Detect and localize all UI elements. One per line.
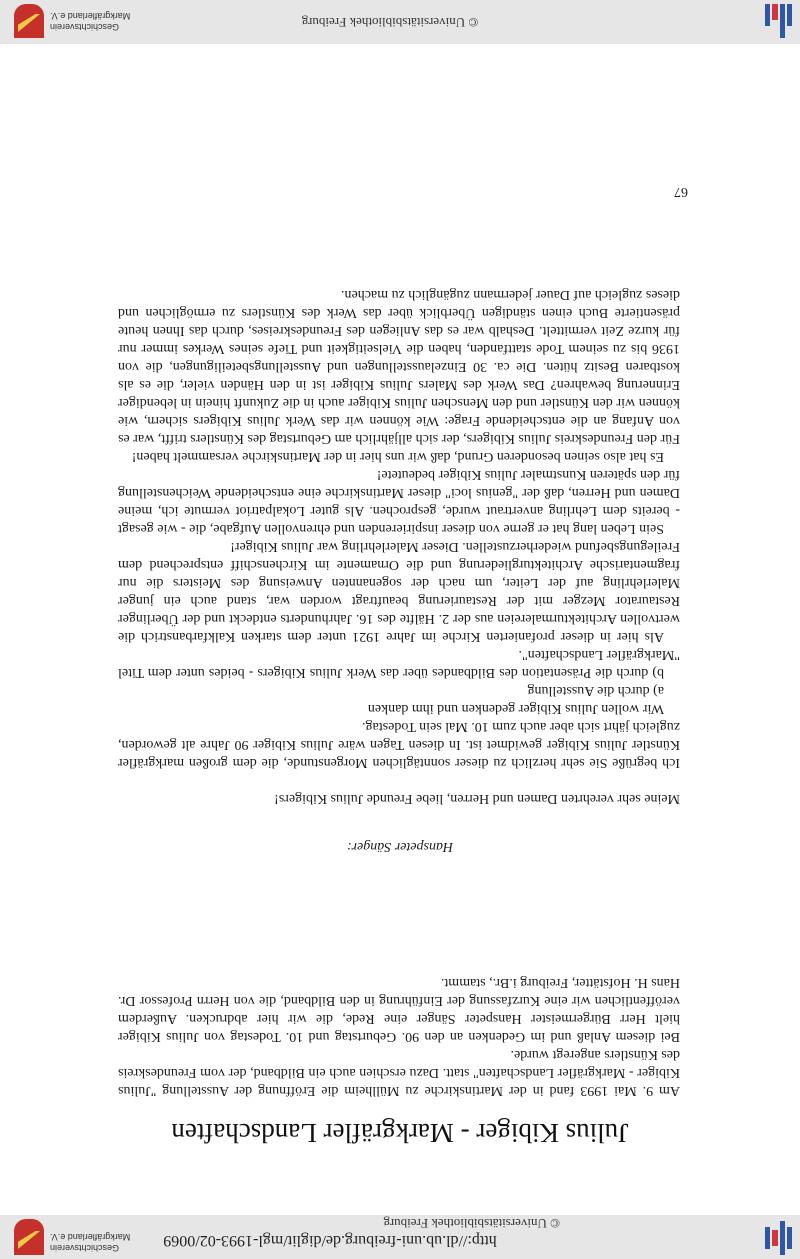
org-name-line2: Markgräflerland e.V. bbox=[50, 11, 131, 21]
speech-paragraph: Sein Leben lang hat er gerne von dieser inspirierenden und ehrenvollen Aufgabe, die - wie gesagt - bereits dem Lehrling anvertraut wurde, gesprochen. Als guter Lokalpatriot vermute ich, meine Damen und Herren, daß der "genius loci" dieser Martinskirche eine entscheidende Weichenstellung für den späteren Kunstmaler Julius Kibiger bedeutete! bbox=[118, 467, 680, 536]
org-name-line1: Geschichtsverein bbox=[50, 1243, 120, 1253]
org-name-line1: Geschichtsverein bbox=[50, 22, 120, 32]
speech-paragraph: Wir wollen Julius Kibiger gedenken und ihm danken bbox=[367, 701, 664, 716]
intro-paragraph: Bei diesem Anlaß und im Gedenken an den 90. Geburtstag und 10. Todestag von Julius Kibiger hielt Herr Bürgermeister Hanspeter Sänger eine Rede, die wir hier abdrucken. Außerdem veröffentlichen wir eine Kurzfassung der Einführung in den Bildband, die von Herrn Professor Dr. Hans H. Hofstätter, Freiburg i.Br., stammt. bbox=[118, 975, 680, 1044]
header-copyright: © Universitätsbibliothek Freiburg bbox=[383, 1216, 560, 1231]
org-name-line2: Markgräflerland e.V. bbox=[50, 1232, 131, 1242]
speech-paragraph: Als hier in dieser profanierten Kirche im Jahre 1921 unter dem starken Kalkfarbanstrich die wertvollen Architekturmalereien aus der 2. Hälfte des 16. Jahrhunderts entdeckt und der Überlinger Restaurator Mezger mit der Restaurierung beauftragt worden war, stand auch ein junger Malerlehrling auf der Leiter, um nach der sogenannten Anweisung des Meisters die nur fragmentarische Architekturgliederung und die Ornamente im Kirchenschiff entsprechend dem Freilegungsbefund wiederherzustellen. Dieser Malerlehrling war Julius Kibiger! bbox=[118, 539, 680, 644]
speech-text bbox=[118, 285, 680, 807]
footer-org bbox=[50, 10, 200, 32]
salutation: Meine sehr verehrten Damen und Herren, liebe Freunde Julius Kibigers! bbox=[274, 791, 680, 806]
page-number: 67 bbox=[674, 184, 688, 199]
footer-copyright: © Universitätsbibliothek Freiburg bbox=[301, 15, 479, 30]
intro-text bbox=[118, 973, 680, 1099]
list-item: a) durch die Ausstellung bbox=[527, 683, 664, 698]
speech-paragraph: Für den Freundeskreis Julius Kibigers, der sich alljährlich am Geburtstag des Künstlers trifft, war es von Anfang an die entscheidende Frage: Wie können wir das Werk Julius Kibigers sichern, wie können wir den Künstler und den Menschen Julius Kibiger auch in die Zukunft hinein in lebendiger Erinnerung bewahren? Das Werk des Malers Julius Kibiger ist in den Händen vieler, die es als kostbaren Besitz hüten. Die ca. 30 Einzelausstellungen und Ausstellungsbeteiligungen, die von 1936 bis zu seinem Tode stattfanden, haben die Vielseitigkeit und Tiefe seines Werkes immer nur für kurze Zeit vermittelt. Deshalb war es das Anliegen des Freundeskreises, durch das Ihnen heute präsentierte Buch einen ständigen Überblick über das Werk des Künstlers zu ermöglichen und dieses zugleich auf Dauer jedermann zugänglich zu machen. bbox=[118, 287, 680, 446]
document-title: Julius Kibiger - Markgräfler Landschaften bbox=[171, 1118, 629, 1148]
document-url[interactable]: http://dl.ub.uni-freiburg.de/diglit/mgl-1993-02/0069 bbox=[163, 1232, 497, 1249]
intro-paragraph: Am 9. Mai 1993 fand in der Martinskirche zu Müllheim die Eröffnung der Ausstellung "Julius Kibiger - Markgräfler Landschaften" statt. Dazu erschien auch ein Bildband, der vom Freundeskreis des Künstlers angeregt wurde. bbox=[118, 1047, 680, 1098]
coat-of-arms-icon bbox=[14, 1219, 44, 1255]
university-logo bbox=[746, 1221, 792, 1255]
speech-paragraph: Es hat also seinen besonderen Grund, daß wir uns hier in der Martinskirche versammelt haben! bbox=[131, 449, 664, 464]
university-logo bbox=[746, 4, 792, 38]
header-org bbox=[50, 1231, 200, 1253]
header-band bbox=[0, 1215, 800, 1259]
footer-band bbox=[0, 0, 800, 44]
speech-paragraph: Ich begrüße Sie sehr herzlich zu dieser sonntäglichen Morgenstunde, die dem großen markgräfler Künstler Julius Kibiger gewidmet ist. In diesen Tagen wäre Julius Kibiger 90 Jahre alt geworden, zugleich jährt sich aber auch zum 10. Mal sein Todestag. bbox=[118, 719, 680, 770]
coat-of-arms-icon bbox=[14, 4, 44, 38]
list-item: b) durch die Präsentation des Bildbandes über das Werk Julius Kibigers - beides unter dem Titel "Markgräfler Landschaften". bbox=[118, 647, 680, 680]
author-name: Hanspeter Sänger: bbox=[346, 839, 454, 854]
